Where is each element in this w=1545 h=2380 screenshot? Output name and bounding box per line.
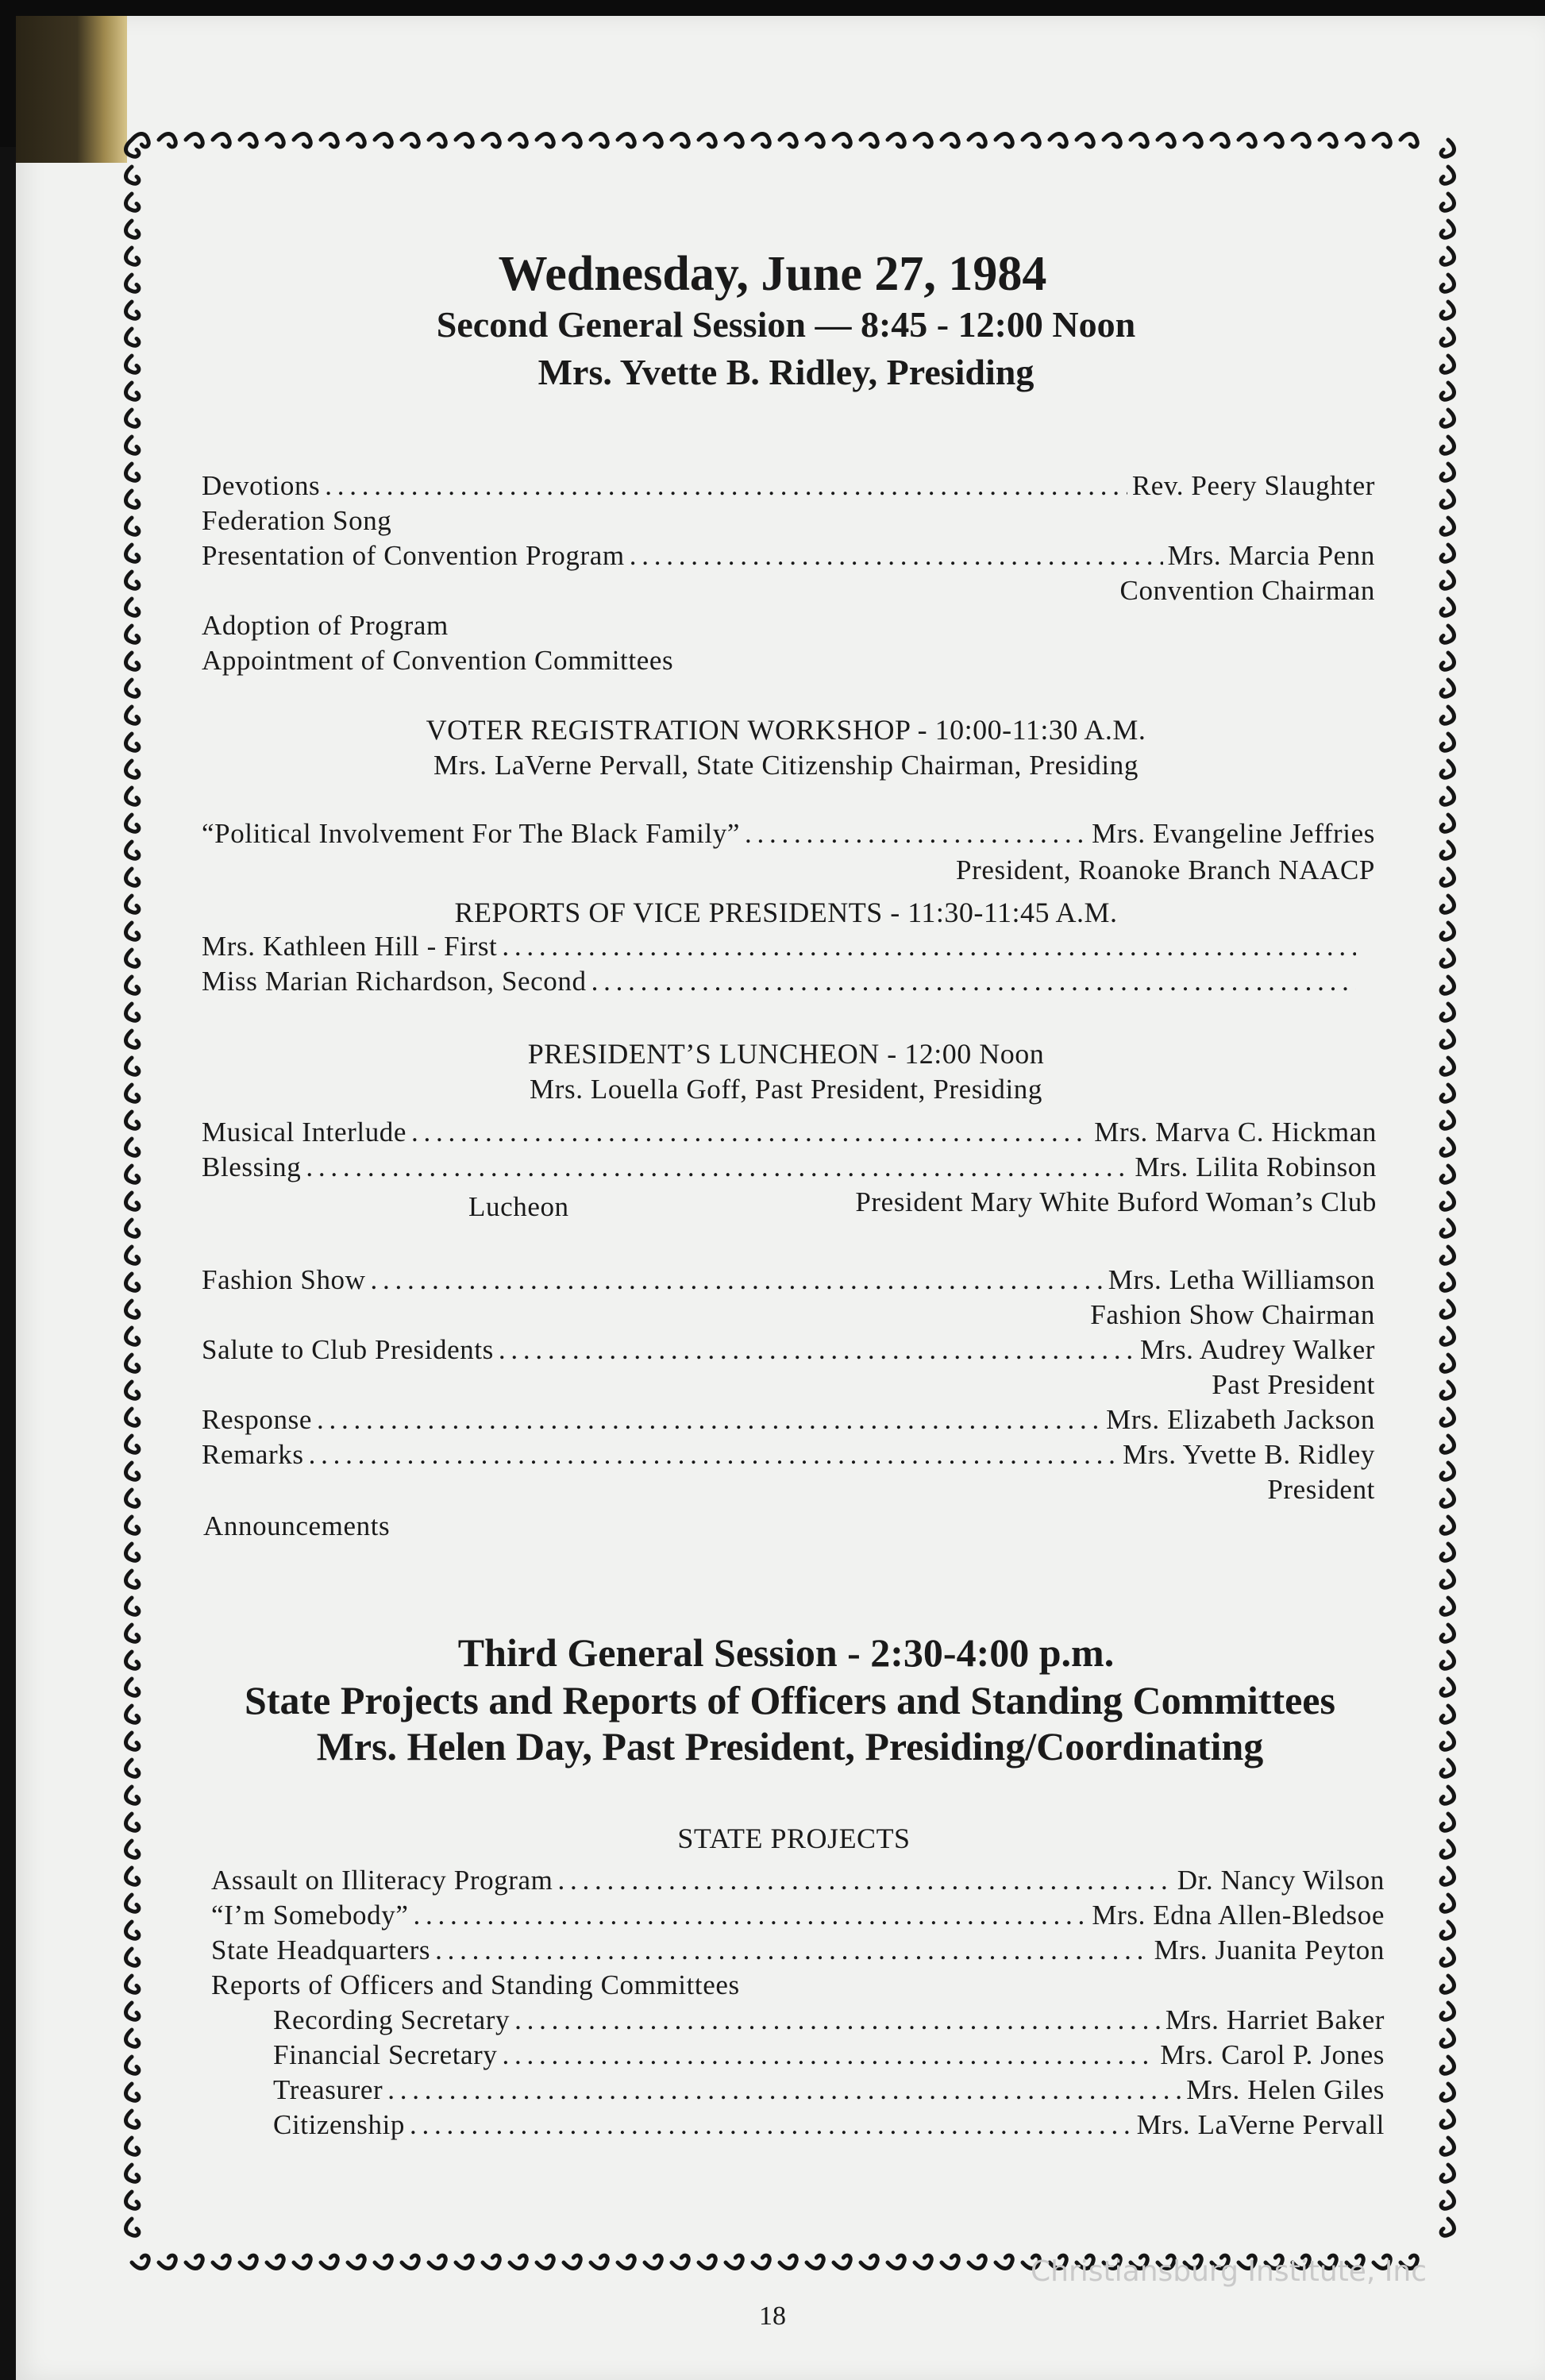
- item-label: Salute to Club Presidents: [202, 1334, 494, 1365]
- item-person: Mrs. Edna Allen-Bledsoe: [1092, 1900, 1385, 1931]
- session-subtitle: State Projects and Reports of Officers and Standing Committees: [245, 1678, 1335, 1722]
- item-label: Presentation of Convention Program: [202, 540, 625, 571]
- dot-leader: [435, 1934, 1149, 1966]
- item-person: Mrs. Letha Williamson: [1108, 1264, 1375, 1295]
- item-label: Assault on Illiteracy Program: [211, 1865, 553, 1896]
- item-person: Mrs. Marcia Penn: [1167, 540, 1375, 571]
- item-person: Mrs. Marva C. Hickman: [1094, 1117, 1377, 1148]
- dot-leader: [630, 540, 1163, 572]
- dot-leader: [410, 2109, 1132, 2141]
- item-label: Musical Interlude: [202, 1117, 407, 1148]
- program-item: [202, 966, 1361, 1001]
- program-item: [273, 2039, 1385, 2074]
- watermark: Christiansburg Institute, Inc: [1031, 2255, 1427, 2288]
- item-label: Remarks: [202, 1439, 304, 1470]
- item-label: Mrs. Kathleen Hill - First: [202, 931, 498, 962]
- item-label: Treasurer: [273, 2074, 383, 2105]
- program-item: Reports of Officers and Standing Committees: [211, 1969, 740, 2000]
- section-presiding: Mrs. Louella Goff, Past President, Presiding: [530, 1074, 1042, 1105]
- item-label: Response: [202, 1404, 312, 1435]
- section-heading: STATE PROJECTS: [677, 1823, 911, 1854]
- person-title: President Mary White Buford Woman’s Club: [855, 1186, 1377, 1217]
- item-label: “Political Involvement For The Black Family”: [202, 818, 740, 849]
- person-title: Fashion Show Chairman: [1090, 1299, 1375, 1330]
- session-heading: Second General Session — 8:45 - 12:00 Noon: [436, 304, 1136, 345]
- program-item: [273, 2109, 1385, 2144]
- dot-leader: [306, 1151, 1130, 1183]
- program-item: Lucheon: [468, 1191, 569, 1222]
- program-item: [211, 1900, 1385, 1934]
- person-title: Past President: [1212, 1369, 1375, 1400]
- program-item: Announcements: [203, 1510, 391, 1541]
- presiding-line: Mrs. Helen Day, Past President, Presiding/Coordinating: [316, 1724, 1264, 1769]
- program-item: [202, 540, 1375, 575]
- item-label: Financial Secretary: [273, 2039, 498, 2070]
- person-title: President: [1267, 1474, 1375, 1505]
- item-person: Mrs. Carol P. Jones: [1160, 2039, 1385, 2070]
- dot-leader: [514, 2004, 1161, 2036]
- section-heading: REPORTS OF VICE PRESIDENTS - 11:30-11:45 A.M.: [454, 897, 1118, 928]
- dot-leader: [325, 470, 1127, 502]
- page-title: Wednesday, June 27, 1984: [498, 247, 1047, 301]
- dot-leader: [317, 1404, 1101, 1436]
- program-item: [202, 470, 1375, 505]
- program-item: [202, 1404, 1375, 1439]
- item-label: Devotions: [202, 470, 321, 501]
- dot-leader: [309, 1439, 1118, 1471]
- program-item: [202, 1264, 1375, 1299]
- program-item: [211, 1934, 1385, 1969]
- item-label: Blessing: [202, 1151, 302, 1182]
- presiding-line: Mrs. Yvette B. Ridley, Presiding: [537, 352, 1034, 392]
- program-item: [202, 818, 1375, 853]
- session-heading: Third General Session - 2:30-4:00 p.m.: [457, 1630, 1115, 1675]
- dot-leader: [502, 931, 1356, 962]
- program-item: [273, 2004, 1385, 2039]
- dot-leader: [558, 1865, 1173, 1896]
- item-person: Mrs. Yvette B. Ridley: [1123, 1439, 1375, 1470]
- program-item: [273, 2074, 1385, 2109]
- item-person: Mrs. Audrey Walker: [1139, 1334, 1375, 1365]
- program-item: [202, 931, 1361, 966]
- item-label: State Headquarters: [211, 1934, 431, 1965]
- dot-leader: [371, 1264, 1104, 1296]
- dot-leader: [499, 1334, 1135, 1366]
- page-number: 18: [759, 2301, 786, 2331]
- dot-leader: [387, 2074, 1181, 2106]
- program-item: [202, 1117, 1377, 1151]
- program-item: [211, 1865, 1385, 1900]
- section-presiding: Mrs. LaVerne Pervall, State Citizenship Chairman, Presiding: [433, 750, 1139, 781]
- dot-leader: [745, 818, 1087, 850]
- item-person: Mrs. Evangeline Jeffries: [1092, 818, 1375, 849]
- program-item: Adoption of Program: [202, 610, 449, 641]
- item-person: Mrs. Lilita Robinson: [1135, 1151, 1377, 1182]
- item-label: Citizenship: [273, 2109, 406, 2140]
- program-item: Federation Song: [202, 505, 392, 536]
- program-item: [202, 1151, 1377, 1186]
- item-label: Miss Marian Richardson, Second: [202, 966, 587, 997]
- item-person: Mrs. Helen Giles: [1186, 2074, 1385, 2105]
- item-label: Fashion Show: [202, 1264, 366, 1295]
- person-title: President, Roanoke Branch NAACP: [956, 854, 1375, 885]
- item-label: Recording Secretary: [273, 2004, 511, 2035]
- item-person: Mrs. Harriet Baker: [1165, 2004, 1385, 2035]
- item-label: “I’m Somebody”: [211, 1900, 409, 1931]
- item-person: Mrs. Juanita Peyton: [1154, 1934, 1385, 1965]
- dot-leader: [413, 1900, 1087, 1931]
- program-item: [202, 1439, 1375, 1474]
- section-heading: VOTER REGISTRATION WORKSHOP - 10:00-11:30 A.M.: [426, 714, 1146, 746]
- program-item: Appointment of Convention Committees: [202, 645, 674, 676]
- item-person: Mrs. Elizabeth Jackson: [1106, 1404, 1375, 1435]
- item-person: Rev. Peery Slaughter: [1131, 470, 1375, 501]
- program-item: [202, 1334, 1375, 1369]
- item-person: Dr. Nancy Wilson: [1177, 1865, 1385, 1896]
- dot-leader: [411, 1117, 1089, 1148]
- dot-leader: [591, 966, 1356, 997]
- section-heading: PRESIDENT’S LUNCHEON - 12:00 Noon: [527, 1038, 1045, 1070]
- item-person: Mrs. LaVerne Pervall: [1136, 2109, 1385, 2140]
- dot-leader: [503, 2039, 1156, 2071]
- person-title: Convention Chairman: [1119, 575, 1375, 606]
